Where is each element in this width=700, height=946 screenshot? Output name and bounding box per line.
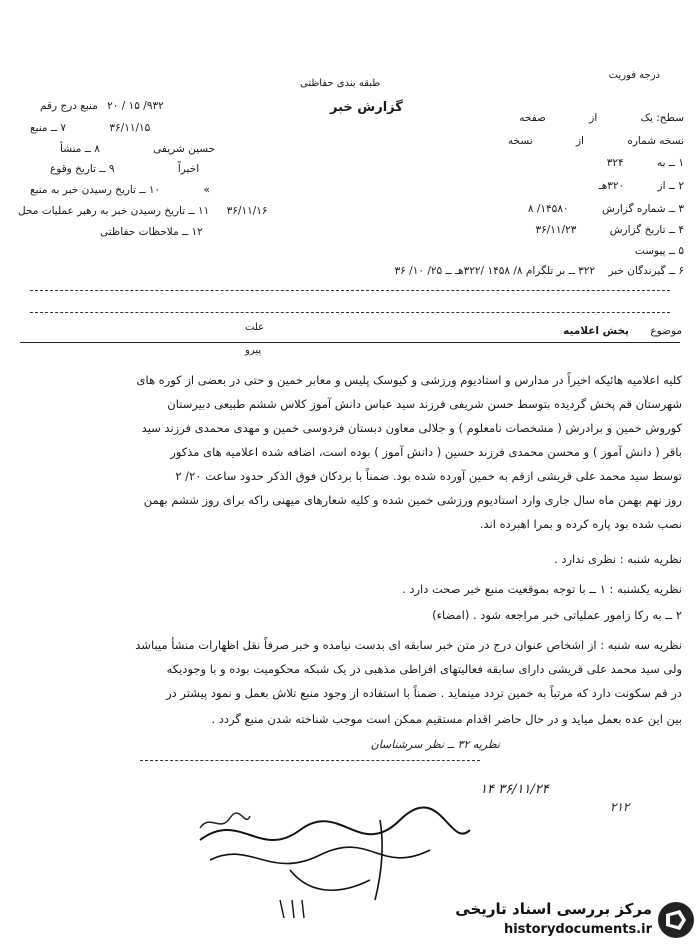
date-note-sub: ۲۱۲ <box>610 800 630 814</box>
date-note: ۳۶/۱۱/۲۴ ۱۴ <box>480 782 549 797</box>
opinion-line: نظریه سه شنبه : از اشخاص عنوان درج در متن خبر سابقه ای بدست نیامده و خبر صرفاً نقل اظهارات منشأ میباشد <box>135 638 682 652</box>
opinion-line: ۲ ــ به رکا زامور عملیاتی خبر مراجعه شود . (امضاء) <box>432 608 682 622</box>
subject-cause: علت <box>245 322 265 333</box>
field-copy-number: نسخه شماره از نسخه <box>507 135 684 147</box>
classification-label: طبقه بندی حفاظتی <box>300 78 381 89</box>
body-line: روز نهم بهمن ماه سال جاری وارد استادیوم ورزشی خمین شده و کلیه شعارهای میهنی راکه برای روز ششم بهمن <box>143 493 682 507</box>
initials-mark <box>195 808 255 838</box>
field-source: ۳۶/۱۱/۱۵ ۷ ــ منبع <box>30 122 151 134</box>
opinion-line: بین این عده بعمل میاید و در حال حاضر اقدام مستقیم ممکن است موجب شناخته شدن منبع گردد . <box>211 712 682 726</box>
divider-top <box>30 290 670 291</box>
field-level: سطح: یک از صفحه <box>519 112 684 124</box>
body-line: باقر ( دانش آموز ) و محسن محمدی فرزند حسین ( دانش آموز ) بوده است، اضافه شده اعلامیه های مذکور <box>170 445 682 459</box>
field-report-date: ۴ ــ تاریخ گزارش ۳۶/۱۱/۲۳ <box>535 224 684 236</box>
field-ops-received: ۳۶/۱۱/۱۶ ۱۱ ــ تاریخ رسیدن خبر به رهبر عملیات محل <box>18 205 268 217</box>
opinion-line: ولی سید محمد علی قریشی دارای سابقه فعالیتهای افراطی مذهبی در یک شبکه محکومیت بوده و با وجودیکه <box>166 662 682 676</box>
divider-subject <box>20 342 680 343</box>
archive-logo-icon <box>656 900 696 940</box>
opinion-line: در قم سکونت دارد که مرتباً به خمین تردد مینماید . ضمناً با استفاده از وجود منبع تلاش بعمل و نمود پیشتر در <box>166 686 682 700</box>
field-occurrence-date: اخیراً ۹ ــ تاریخ وقوع <box>50 163 200 175</box>
watermark-en: historydocuments.ir <box>503 922 652 937</box>
body-line: کلیه اعلامیه هائیکه اخیراً در مدارس و استادیوم ورزشی و کیوسک پلیس و معابر خمین و حتی در بعضی از کوره های <box>136 373 682 387</box>
subject-line: موضوع پخش اعلامیه <box>563 325 682 337</box>
body-line: کوروش خمین و برادرش ( مشخصات نامعلوم ) و جلالی معاون دبستان فردوسی خمین و مهدی محمدی فرزند سید <box>141 421 682 435</box>
subject-followup: پیرو <box>245 345 262 356</box>
report-title: گزارش خبر <box>330 100 403 115</box>
watermark-fa: مرکز بررسی اسناد تاریخی <box>455 900 652 918</box>
divider-bottom <box>140 760 480 761</box>
urgency-label: درجه فوریت <box>608 70 660 81</box>
body-line: توسط سید محمد علی قریشی ازقم به خمین آورده شده بود. ضمناً با بردکان فوق الذکر حدود ساعت ۲۰/ ۲ <box>175 469 682 483</box>
field-recipients: ۶ ــ گیرندگان خبر ۳۲۲ ــ بر تلگرام ۸/ ۱۴۵۸ /۳۲۲هـ ــ ۲۵/ ۱۰/ ۳۶ <box>394 265 684 277</box>
opinion-line: نظریه شنبه : نظری ندارد . <box>554 552 682 566</box>
body-line: نصب شده بود پاره کرده و بمرا اهبرده اند. <box>479 517 682 531</box>
field-report-number: ۳ ــ شماره گزارش ۱۴۵۸۰/ ۸ <box>527 203 684 215</box>
field-to: ۱ ــ به ۳۲۴ <box>606 157 684 169</box>
field-attachment: ۵ ــ پیوست <box>634 245 684 257</box>
watermark <box>406 898 696 942</box>
divider-mid <box>30 312 670 313</box>
field-source-code: ۹۳۲/ ۱۵ / ۲۰ منبع درج رقم <box>40 100 164 112</box>
body-line: شهرستان قم پخش گردیده بتوسط حسن شریفی فرزند سید عباس دانش آموز کلاس ششم طبیعی دبیرستان <box>167 397 682 411</box>
field-from: ۲ ــ از ۳۲۰هـ <box>598 180 684 192</box>
handwritten-note: نظریه ۳۲ ــ نظر سرشناسان <box>370 738 500 751</box>
field-security-notes: ۱۲ ــ ملاحظات حفاظتی <box>100 226 203 238</box>
opinion-line: نظریه یکشنبه : ۱ ــ با توجه بموقعیت منبع خبر صحت دارد . <box>402 582 682 596</box>
field-source-received: » ۱۰ ــ تاریخ رسیدن خبر به منبع <box>30 184 210 196</box>
field-origin: حسین شریفی ۸ ــ منشأ <box>60 143 216 155</box>
